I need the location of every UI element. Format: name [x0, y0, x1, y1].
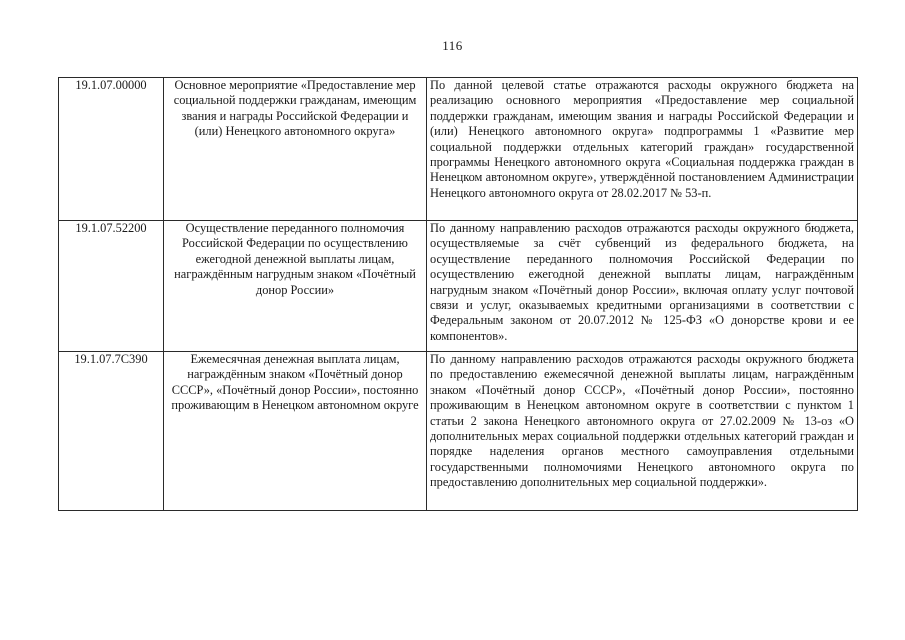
- page-number: 116: [442, 38, 463, 53]
- target-article-description: По данной целевой статье отражаются расходы окружного бюджета на реализацию основного мероприятия «Предоставление мер социальной поддержки гражданам, имеющим звания и награды Российской Федерации и (или) Ненецкого автономного округа» подпрограммы 1 «Развитие мер социальной поддержки отдельных категорий граждан» государственной программы Ненецкого автономного округа «Социальная поддержка граждан в Ненецком автономном округе», утверждённой постановлением Администрации Ненецкого автономного округа от 28.02.2017 № 53-п.: [427, 78, 858, 221]
- target-article-code: 19.1.07.00000: [59, 78, 164, 221]
- target-article-description: По данному направлению расходов отражаются расходы окружного бюджета по предоставлению ежемесячной денежной выплаты лицам, награждённым знаком «Почётный донор СССР», «Почётный донор России», постоянно проживающим в Ненецком автономном округе в соответствии с пунктом 1 статьи 2 закона Ненецкого автономного округа от 27.02.2009 № 13-оз «О дополнительных мерах социальной поддержки отдельных категорий граждан и порядке наделения органов местного самоуправления отдельными государственными полномочиями Ненецкого автономного округа по предоставлению дополнительных мер социальной поддержки».: [427, 352, 858, 511]
- target-article-name: Основное мероприятие «Предоставление мер социальной поддержки гражданам, имеющим звания и награды Российской Федерации и (или) Ненецкого автономного округа»: [164, 78, 427, 221]
- target-article-code: 19.1.07.7С390: [59, 352, 164, 511]
- target-article-name: Ежемесячная денежная выплата лицам, награждённым знаком «Почётный донор СССР», «Почётный донор России», постоянно проживающим в Ненецком автономном округе: [164, 352, 427, 511]
- budget-classification-table: [58, 77, 858, 511]
- table-row: [59, 78, 858, 221]
- target-article-name: Осуществление переданного полномочия Российской Федерации по осуществлению ежегодной денежной выплаты лицам, награждённым нагрудным знаком «Почётный донор России»: [164, 221, 427, 352]
- target-article-code: 19.1.07.52200: [59, 221, 164, 352]
- target-article-description: По данному направлению расходов отражаются расходы окружного бюджета, осуществляемые за счёт субвенций из федерального бюджета, на осуществление переданного полномочия Российской Федерации по осуществлению ежегодной денежной выплаты лицам, награждённым нагрудным знаком «Почётный донор России», включая оплату услуг почтовой связи и услуг, оказываемых кредитными организациями в соответствии с Федеральным законом от 20.07.2012 № 125-ФЗ «О донорстве крови и ее компонентов».: [427, 221, 858, 352]
- table-row: [59, 352, 858, 511]
- table-row: [59, 221, 858, 352]
